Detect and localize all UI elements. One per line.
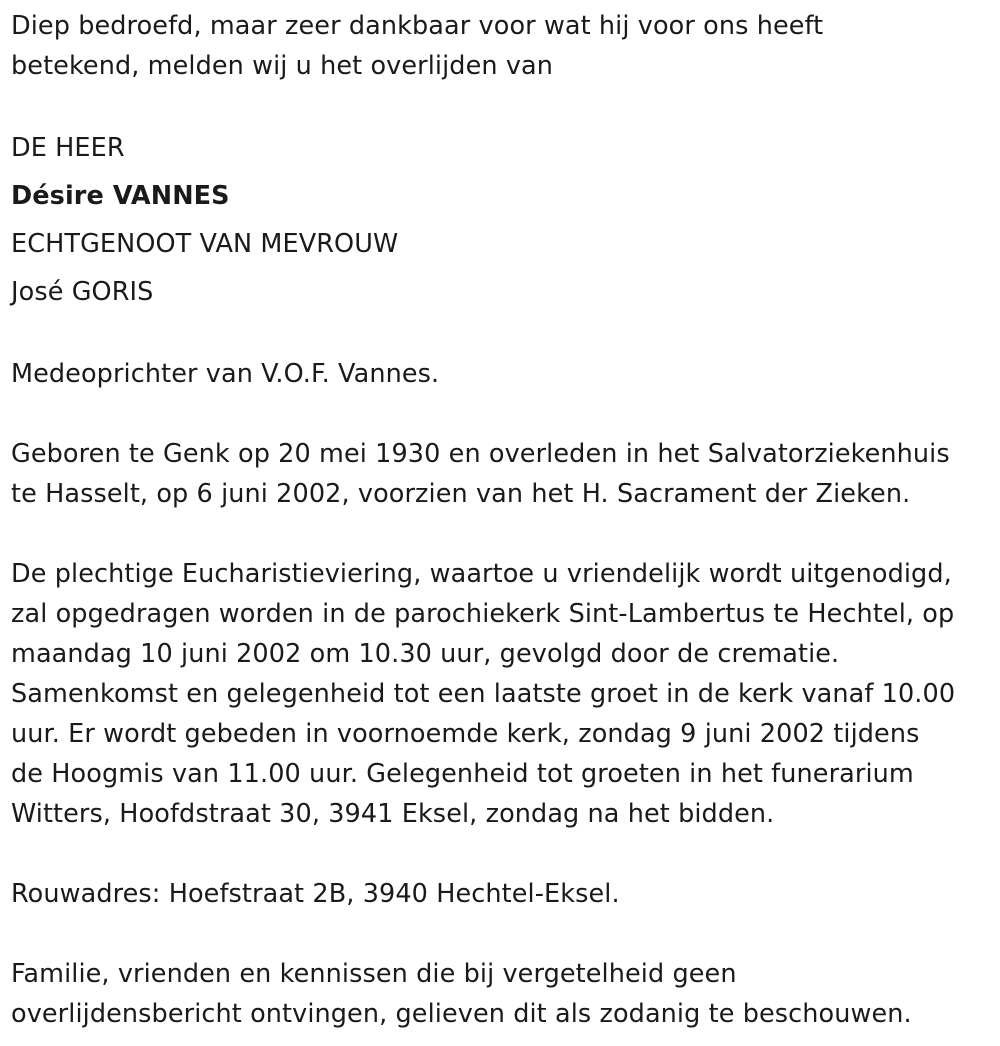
spacer xyxy=(11,914,996,954)
spouse-name: José GORIS xyxy=(11,277,154,307)
intro-line-2: betekend, melden wij u het overlijden van xyxy=(11,51,554,81)
birth-death-line-1: Geboren te Genk op 20 mei 1930 en overleden in het Salvatorziekenhuis xyxy=(11,439,950,469)
deceased-name: Désire VANNES xyxy=(11,181,230,211)
ceremony-line-5: uur. Er wordt gebeden in voornoemde kerk, zondag 9 juni 2002 tijdens xyxy=(11,719,920,749)
role-paragraph xyxy=(11,354,996,394)
spacer xyxy=(11,86,996,124)
deceased-title: DE HEER xyxy=(11,133,125,163)
spacer xyxy=(11,834,996,874)
closing-line-2: overlijdensbericht ontvingen, gelieven dit als zodanig te beschouwen. xyxy=(11,999,912,1029)
spacer xyxy=(11,514,996,554)
birth-death-paragraph xyxy=(11,434,996,514)
birth-death-line-2: te Hasselt, op 6 juni 2002, voorzien van het H. Sacrament der Zieken. xyxy=(11,479,911,509)
address-paragraph xyxy=(11,874,996,914)
deceased-block xyxy=(11,124,996,316)
ceremony-line-1: De plechtige Eucharistieviering, waartoe u vriendelijk wordt uitgenodigd, xyxy=(11,559,952,589)
spacer xyxy=(11,394,996,434)
address-line: Rouwadres: Hoefstraat 2B, 3940 Hechtel-Eksel. xyxy=(11,879,620,909)
ceremony-line-7: Witters, Hoofdstraat 30, 3941 Eksel, zondag na het bidden. xyxy=(11,799,775,829)
ceremony-paragraph xyxy=(11,554,996,834)
deceased-relation: ECHTGENOOT VAN MEVROUW xyxy=(11,229,399,259)
intro-paragraph xyxy=(11,6,996,86)
intro-line-1: Diep bedroefd, maar zeer dankbaar voor wat hij voor ons heeft xyxy=(11,11,824,41)
ceremony-line-3: maandag 10 juni 2002 om 10.30 uur, gevolgd door de crematie. xyxy=(11,639,840,669)
obituary-document xyxy=(11,6,996,1034)
role-line: Medeoprichter van V.O.F. Vannes. xyxy=(11,359,440,389)
ceremony-line-6: de Hoogmis van 11.00 uur. Gelegenheid tot groeten in het funerarium xyxy=(11,759,914,789)
ceremony-line-2: zal opgedragen worden in de parochiekerk Sint-Lambertus te Hechtel, op xyxy=(11,599,955,629)
closing-paragraph xyxy=(11,954,996,1034)
ceremony-line-4: Samenkomst en gelegenheid tot een laatste groet in de kerk vanaf 10.00 xyxy=(11,679,956,709)
closing-line-1: Familie, vrienden en kennissen die bij vergetelheid geen xyxy=(11,959,737,989)
spacer xyxy=(11,316,996,354)
